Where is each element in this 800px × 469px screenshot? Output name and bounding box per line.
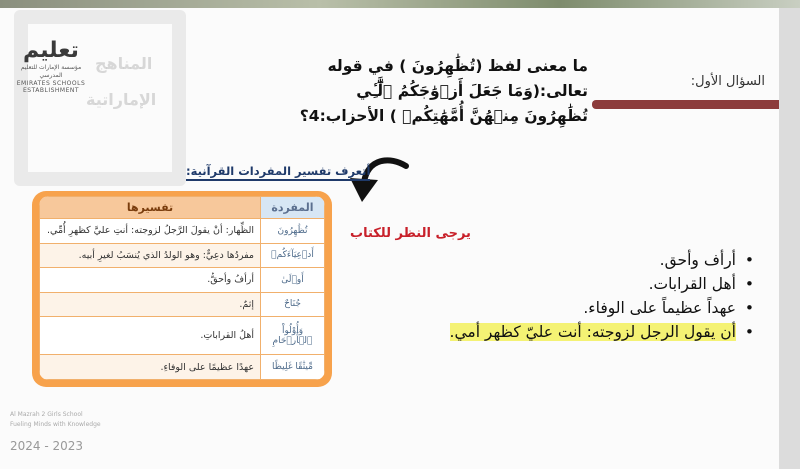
window-edge xyxy=(779,8,800,469)
logo-word: تعليم xyxy=(23,38,79,63)
table-row xyxy=(40,317,325,355)
table-header-word: المفردة xyxy=(261,197,325,219)
table-row xyxy=(40,268,325,293)
answer-text: أهل القرابات. xyxy=(648,275,736,293)
answer-item xyxy=(390,296,756,320)
logo-subtitle-ar: مؤسسة الإمارات للتعليم المدرسي xyxy=(20,64,82,79)
vocab-word: أَوۡلَىٰ xyxy=(261,268,325,293)
vocabulary-table xyxy=(32,191,332,387)
answer-list xyxy=(390,248,756,344)
table-row xyxy=(40,243,325,268)
table-row xyxy=(40,292,325,317)
answer-item xyxy=(390,248,756,272)
answer-text: أن يقول الرجل لزوجته: أنت عليّ كظهر أمي. xyxy=(449,323,736,341)
question-label: السؤال الأول: xyxy=(690,74,765,89)
vocab-word: وَأُوْلُواْ ٱلۡأَرۡحَامِ xyxy=(261,317,325,355)
table-row xyxy=(40,355,325,380)
vocab-meaning: أرأفُ وأحقُّ. xyxy=(40,268,261,293)
logo-subtitle-en-1: EMIRATES SCHOOLS xyxy=(16,80,86,87)
vocab-meaning: مفردُها دعِيٌّ: وهو الولدُ الذي يُنسَبُ لغيرِ أبيه. xyxy=(40,243,261,268)
vocab-meaning: عهدًا عظيمًا على الوفاءِ. xyxy=(40,355,261,380)
answer-text: أرأف وأحق. xyxy=(659,251,736,269)
book-note: يرجى النظر للكتاب xyxy=(350,226,471,241)
answer-item xyxy=(390,272,756,296)
logo-subtitle-en-2: ESTABLISHMENT xyxy=(22,87,80,94)
watermark-text-2: الإماراتية xyxy=(86,90,157,109)
table-header-meaning: تفسيرها xyxy=(40,197,261,219)
top-image-strip xyxy=(0,0,800,8)
answer-item-highlighted xyxy=(390,320,756,344)
footer-tagline: Fueling Minds with Knowledge xyxy=(10,421,101,428)
ministry-logo xyxy=(16,38,86,94)
academic-year: 2024 - 2023 xyxy=(10,439,84,453)
watermark-text-1: المناهج xyxy=(95,54,153,73)
vocab-word: تُظَٰهِرُونَ xyxy=(261,219,325,244)
curved-arrow-icon xyxy=(344,154,416,212)
slide xyxy=(0,8,779,469)
vocab-meaning: إثمٌ. xyxy=(40,292,261,317)
vocab-word: جُنَاحٌ xyxy=(261,292,325,317)
vocab-meaning: أهلُ القراباتِ. xyxy=(40,317,261,355)
vocab-word: مِّيثَٰقًا غَلِيظًا xyxy=(261,355,325,380)
vocab-meaning: الظِّهار: أنْ يقولَ الرَّجلُ لزوجته: أنتِ عليَّ كظهرِ أُمِّي. xyxy=(40,219,261,244)
accent-bar xyxy=(592,100,779,109)
table-caption: أتعرف تفسير المفردات القرآنية: xyxy=(186,164,370,181)
vocab-word: أَدۡعِيَآءَكُمۡ xyxy=(261,243,325,268)
table-row xyxy=(40,219,325,244)
answer-text: عهداً عظيماً على الوفاء. xyxy=(583,299,736,317)
question-text: ما معنى لفظ (تُظَٰهِرُونَ ) في قوله تعالى:(وَمَا جَعَلَ أَزۡوَٰجَكُمُ ٱلَّٰٓـِٔي تُظَٰهِرُونَ مِنۡهُنَّ أُمَّهَٰتِكُمۡ ) الأحزاب:4؟ xyxy=(299,57,588,125)
footer-school-name: Al Mazrah 2 Girls School xyxy=(10,411,83,418)
